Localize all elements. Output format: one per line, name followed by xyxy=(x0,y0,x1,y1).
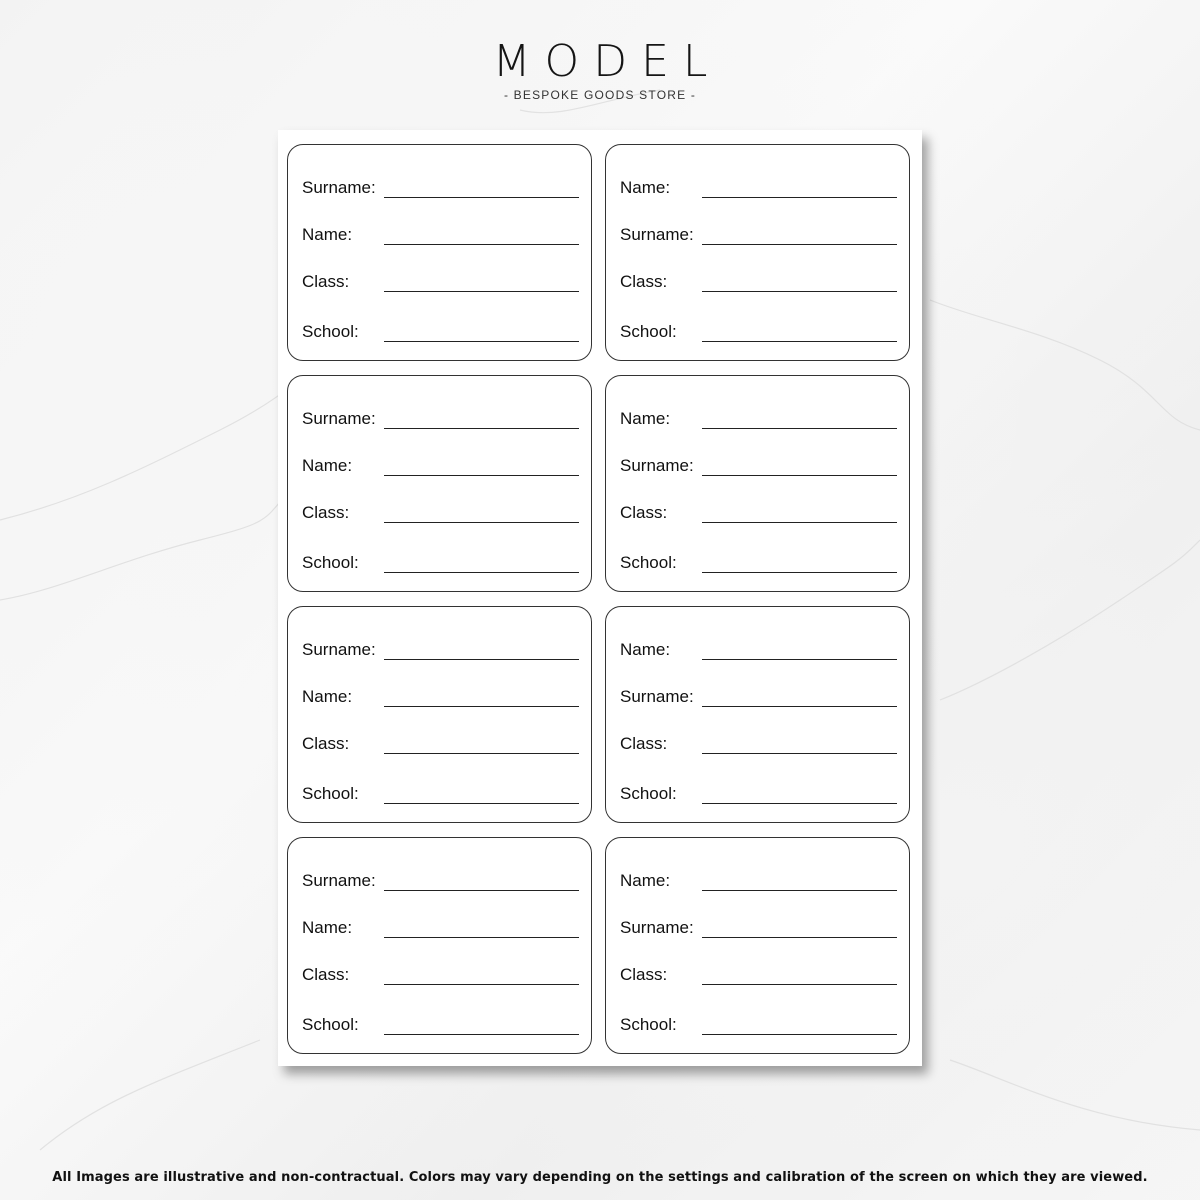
label-field-row xyxy=(620,493,897,523)
write-in-line xyxy=(384,475,579,476)
brand-name: MODEL xyxy=(492,36,722,87)
label-field-row xyxy=(620,677,897,707)
write-in-line xyxy=(384,428,579,429)
write-in-line xyxy=(384,659,579,660)
write-in-line xyxy=(384,706,579,707)
field-label: Surname: xyxy=(302,409,376,428)
field-label: Surname: xyxy=(620,456,694,475)
label-field-row xyxy=(302,399,579,429)
write-in-line xyxy=(702,803,897,804)
label-field-row xyxy=(620,312,897,342)
field-label: School: xyxy=(620,1015,677,1034)
field-label: School: xyxy=(302,784,359,803)
write-in-line xyxy=(702,572,897,573)
field-label: Name: xyxy=(620,640,671,659)
field-label: Class: xyxy=(302,272,350,291)
field-label: Name: xyxy=(620,178,671,197)
label-field-row xyxy=(302,724,579,754)
write-in-line xyxy=(702,984,897,985)
field-label: Name: xyxy=(620,409,671,428)
write-in-line xyxy=(702,706,897,707)
label-field-row xyxy=(302,630,579,660)
field-label: School: xyxy=(620,784,677,803)
write-in-line xyxy=(702,659,897,660)
name-label-7 xyxy=(287,837,592,1054)
write-in-line xyxy=(702,475,897,476)
write-in-line xyxy=(384,341,579,342)
label-field-row xyxy=(620,399,897,429)
label-field-row xyxy=(620,630,897,660)
name-label-5 xyxy=(287,606,592,823)
write-in-line xyxy=(384,937,579,938)
write-in-line xyxy=(702,197,897,198)
label-field-row xyxy=(302,1005,579,1035)
field-label: Class: xyxy=(620,272,668,291)
label-field-row xyxy=(620,724,897,754)
write-in-line xyxy=(384,984,579,985)
name-label-2 xyxy=(605,144,910,361)
label-field-row xyxy=(302,774,579,804)
field-label: School: xyxy=(620,553,677,572)
label-field-row xyxy=(620,262,897,292)
label-field-row xyxy=(620,955,897,985)
field-label: School: xyxy=(620,322,677,341)
label-field-row xyxy=(302,908,579,938)
field-label: Class: xyxy=(620,734,668,753)
field-label: Name: xyxy=(302,225,353,244)
field-label: Name: xyxy=(620,871,671,890)
write-in-line xyxy=(384,244,579,245)
write-in-line xyxy=(702,244,897,245)
label-field-row xyxy=(302,955,579,985)
write-in-line xyxy=(384,572,579,573)
write-in-line xyxy=(702,753,897,754)
write-in-line xyxy=(702,1034,897,1035)
brand-logo xyxy=(0,36,1200,102)
field-label: Class: xyxy=(620,503,668,522)
field-label: Surname: xyxy=(302,640,376,659)
label-field-row xyxy=(302,861,579,891)
label-field-row xyxy=(620,446,897,476)
label-field-row xyxy=(302,677,579,707)
label-field-row xyxy=(620,861,897,891)
field-label: Surname: xyxy=(620,918,694,937)
brand-tagline: - BESPOKE GOODS STORE - xyxy=(503,88,697,102)
label-field-row xyxy=(302,215,579,245)
field-label: School: xyxy=(302,553,359,572)
name-label-8 xyxy=(605,837,910,1054)
name-label-1 xyxy=(287,144,592,361)
write-in-line xyxy=(702,428,897,429)
field-label: School: xyxy=(302,1015,359,1034)
field-label: Class: xyxy=(302,503,350,522)
field-label: Surname: xyxy=(302,178,376,197)
label-field-row xyxy=(302,543,579,573)
label-sheet xyxy=(278,130,922,1066)
field-label: School: xyxy=(302,322,359,341)
label-field-row xyxy=(620,215,897,245)
field-label: Class: xyxy=(302,734,350,753)
field-label: Name: xyxy=(302,687,353,706)
name-label-3 xyxy=(287,375,592,592)
field-label: Surname: xyxy=(620,687,694,706)
field-label: Name: xyxy=(302,456,353,475)
field-label: Surname: xyxy=(302,871,376,890)
write-in-line xyxy=(702,937,897,938)
write-in-line xyxy=(702,890,897,891)
write-in-line xyxy=(384,803,579,804)
field-label: Class: xyxy=(302,965,350,984)
label-field-row xyxy=(620,543,897,573)
field-label: Name: xyxy=(302,918,353,937)
write-in-line xyxy=(702,291,897,292)
label-field-row xyxy=(302,262,579,292)
name-label-6 xyxy=(605,606,910,823)
write-in-line xyxy=(384,197,579,198)
write-in-line xyxy=(702,341,897,342)
label-field-row xyxy=(620,1005,897,1035)
write-in-line xyxy=(384,522,579,523)
write-in-line xyxy=(384,1034,579,1035)
label-field-row xyxy=(620,774,897,804)
write-in-line xyxy=(384,291,579,292)
write-in-line xyxy=(384,753,579,754)
disclaimer-text: All Images are illustrative and non-contractual. Colors may vary depending on the settings and calibration of the screen on which they are viewed. xyxy=(52,1170,1148,1185)
label-field-row xyxy=(302,446,579,476)
label-field-row xyxy=(302,312,579,342)
field-label: Surname: xyxy=(620,225,694,244)
field-label: Class: xyxy=(620,965,668,984)
label-field-row xyxy=(620,908,897,938)
write-in-line xyxy=(702,522,897,523)
label-field-row xyxy=(620,168,897,198)
write-in-line xyxy=(384,890,579,891)
label-field-row xyxy=(302,168,579,198)
name-label-4 xyxy=(605,375,910,592)
label-field-row xyxy=(302,493,579,523)
